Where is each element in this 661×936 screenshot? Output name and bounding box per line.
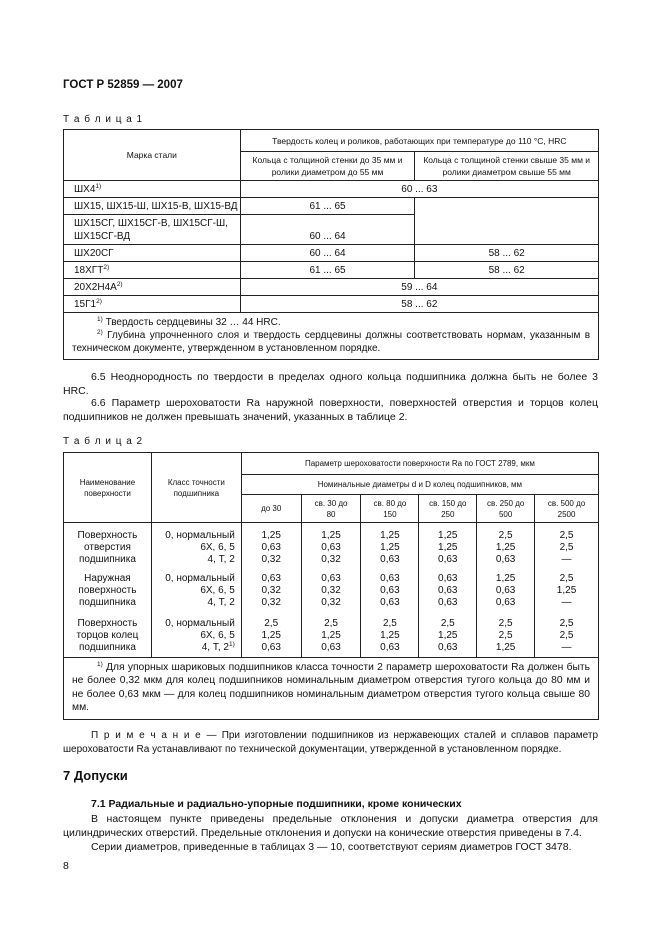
t2-diam-range: св. 150 до 250 [419,495,477,523]
t2-header-param: Параметр шероховатости поверхности Ra по ГОСТ 2789, мкм [241,453,598,475]
t2-surface: Наружная поверхность подшипника [64,569,152,614]
t1-value-empty [415,198,599,245]
t1-grade: ШХ4$^{1)}$ [64,181,241,198]
t2-diam-range: св. 30 до 80 [301,495,361,523]
t2-footnote: $^{1)}$ Для упорных шариковых подшипников класса точности 2 параметр шероховатости Ra должен быть не более 0,32 мкм для колец подшипников номинальным диаметром отверстия тугого кольца до 80 мм и не более 0,63 мкм — для колец подшипников номинальным диаметром отверстия тугого кольца свыше 80 мм. [64,657,599,719]
t2-values: 0,63 0,63 0,63 [419,569,477,614]
t1-value: 58 ... 62 [415,262,599,279]
remark: П р и м е ч а н и е — При изготовлении подшипников из нержавеющих сталей и сплавов параметр шероховатости Ra устанавливают по технической документации, утвержденной в установленном порядке. [63,730,599,755]
t1-footnote-2: Глубина упрочненного слоя и твердость сердцевины должны соответствовать нормам, указанным в техническом документе, утвержденном в установленном порядке. [72,330,591,354]
t2-classes: 0, нормальный 6Х, 6, 5 4, Т, 2$^{1)}$ [151,614,241,658]
t1-header-hardness: Твердость колец и роликов, работающих при температуре до 110 °С, HRC [240,130,598,152]
t2-values: 0,63 0,32 0,32 [301,569,361,614]
t2-header-diam: Номинальные диаметры d и D колец подшипников, мм [241,475,598,495]
t1-value: 59 ... 64 [240,279,598,296]
t2-diam-range: св. 80 до 150 [361,495,419,523]
table-1 [63,129,599,360]
t1-value: 58 ... 62 [240,296,598,313]
paragraph-6-6: 6.6 Параметр шероховатости Ra наружной поверхности, поверхностей отверстия и торцов колец подшипников не должен превышать значений, указанных в таблице 2. [63,397,598,423]
t1-grade: ШХ15, ШХ15-Ш, ШХ15-В, ШХ15-ВД [64,198,241,215]
t1-value: 61 ... 65 [240,198,415,215]
t1-value: 60 ... 64 [240,215,415,245]
t2-values: 2,5 1,25 0,63 [419,614,477,658]
table2-caption: Т а б л и ц а 2 [63,436,144,447]
paragraph-7-1b: Серии диаметров, приведенные в таблицах 3 — 10, соответствуют сериям диаметров ГОСТ 3478. [91,841,572,853]
document-header: ГОСТ Р 52859 — 2007 [63,79,183,91]
t2-values: 0,63 0,63 0,63 [361,569,419,614]
t2-values: 2,5 1,25 0,63 [361,614,419,658]
t1-grade: $20Х2Н4А^{2)}$ [64,279,241,296]
t2-values: 0,63 0,32 0,32 [241,569,301,614]
table1-caption: Т а б л и ц а 1 [63,114,144,125]
t1-footnotes: $^{1)}$ Твердость сердцевины 32 … 44 HRC. $^{2)}$ Глубина упрочненного слоя и твердость сердцевины должны соответствовать нормам, указанным в техническом документе, утвержденном в установленном порядке. [64,313,599,360]
paragraph-7-1a: В настоящем пункте приведены предельные отклонения и допуски диаметра отверстия для цилиндрических отверстий. Предельные отклонения и допуски на конические отверстия приведены в 7.4. [63,813,598,839]
t1-header-grade: Марка стали [64,130,241,181]
t2-diam-range: до 30 [241,495,301,523]
t2-diam-range: св. 500 до 2500 [535,495,599,523]
t1-value: 60 ... 64 [240,245,415,262]
t2-values: 1,25 0,63 0,63 [477,569,535,614]
t2-surface: Поверхность торцов колец подшипника [64,614,152,658]
t2-values: 1,25 0,63 0,32 [301,523,361,569]
t1-grade: ШХ20СГ [64,245,241,262]
t2-values: 2,5 2,5 — [535,523,599,569]
t2-values: 1,25 0,63 0,32 [241,523,301,569]
section-7-1-title: 7.1 Радиальные и радиально-упорные подшипники, кроме конических [91,798,462,810]
t2-header-class: Класс точности подшипника [151,453,241,523]
table-2 [63,452,599,720]
t1-grade: ШХ15СГ, ШХ15СГ-В, ШХ15СГ-Ш, ШХ15СГ-ВД [64,215,241,245]
t2-values: 2,5 1,25 0,63 [301,614,361,658]
t1-header-thin: Кольца с толщиной стенки до 35 мм и ролики диаметром до 55 мм [240,152,415,181]
t1-value: 60 ... 63 [240,181,598,198]
t2-values: 1,25 1,25 0,63 [419,523,477,569]
t2-values: 2,5 1,25 0,63 [241,614,301,658]
t2-diam-range: св. 250 до 500 [477,495,535,523]
t2-values: 2,5 2,5 — [535,614,599,658]
t2-header-surface: Наименование поверхности [64,453,152,523]
t1-grade: 18ХГТ$^{2)}$ [64,262,241,279]
t2-classes: 0, нормальный 6Х, 6, 5 4, Т, 2 [151,523,241,569]
t1-value: 58 ... 62 [415,245,599,262]
t2-values: 2,5 2,5 1,25 [477,614,535,658]
section-7-title: 7 Допуски [63,768,128,783]
t1-grade: 15Г1$^{2)}$ [64,296,241,313]
page-number: 8 [63,860,69,872]
t2-values: 2,5 1,25 0,63 [477,523,535,569]
t1-footnote-1: Твердость сердцевины 32 … 44 HRC. [105,317,281,328]
t2-classes: 0, нормальный 6Х, 6, 5 4, Т, 2 [151,569,241,614]
t1-header-thick: Кольца с толщиной стенки свыше 35 мм и ролики диаметром свыше 55 мм [415,152,599,181]
t2-values: 2,5 1,25 — [535,569,599,614]
t2-values: 1,25 1,25 0,63 [361,523,419,569]
t1-value: 61 ... 65 [240,262,415,279]
t2-surface: Поверхность отверстия подшипника [64,523,152,569]
paragraph-6-5: 6.5 Неоднородность по твердости в пределах одного кольца подшипника должна быть не более 3 HRC. [63,371,598,397]
